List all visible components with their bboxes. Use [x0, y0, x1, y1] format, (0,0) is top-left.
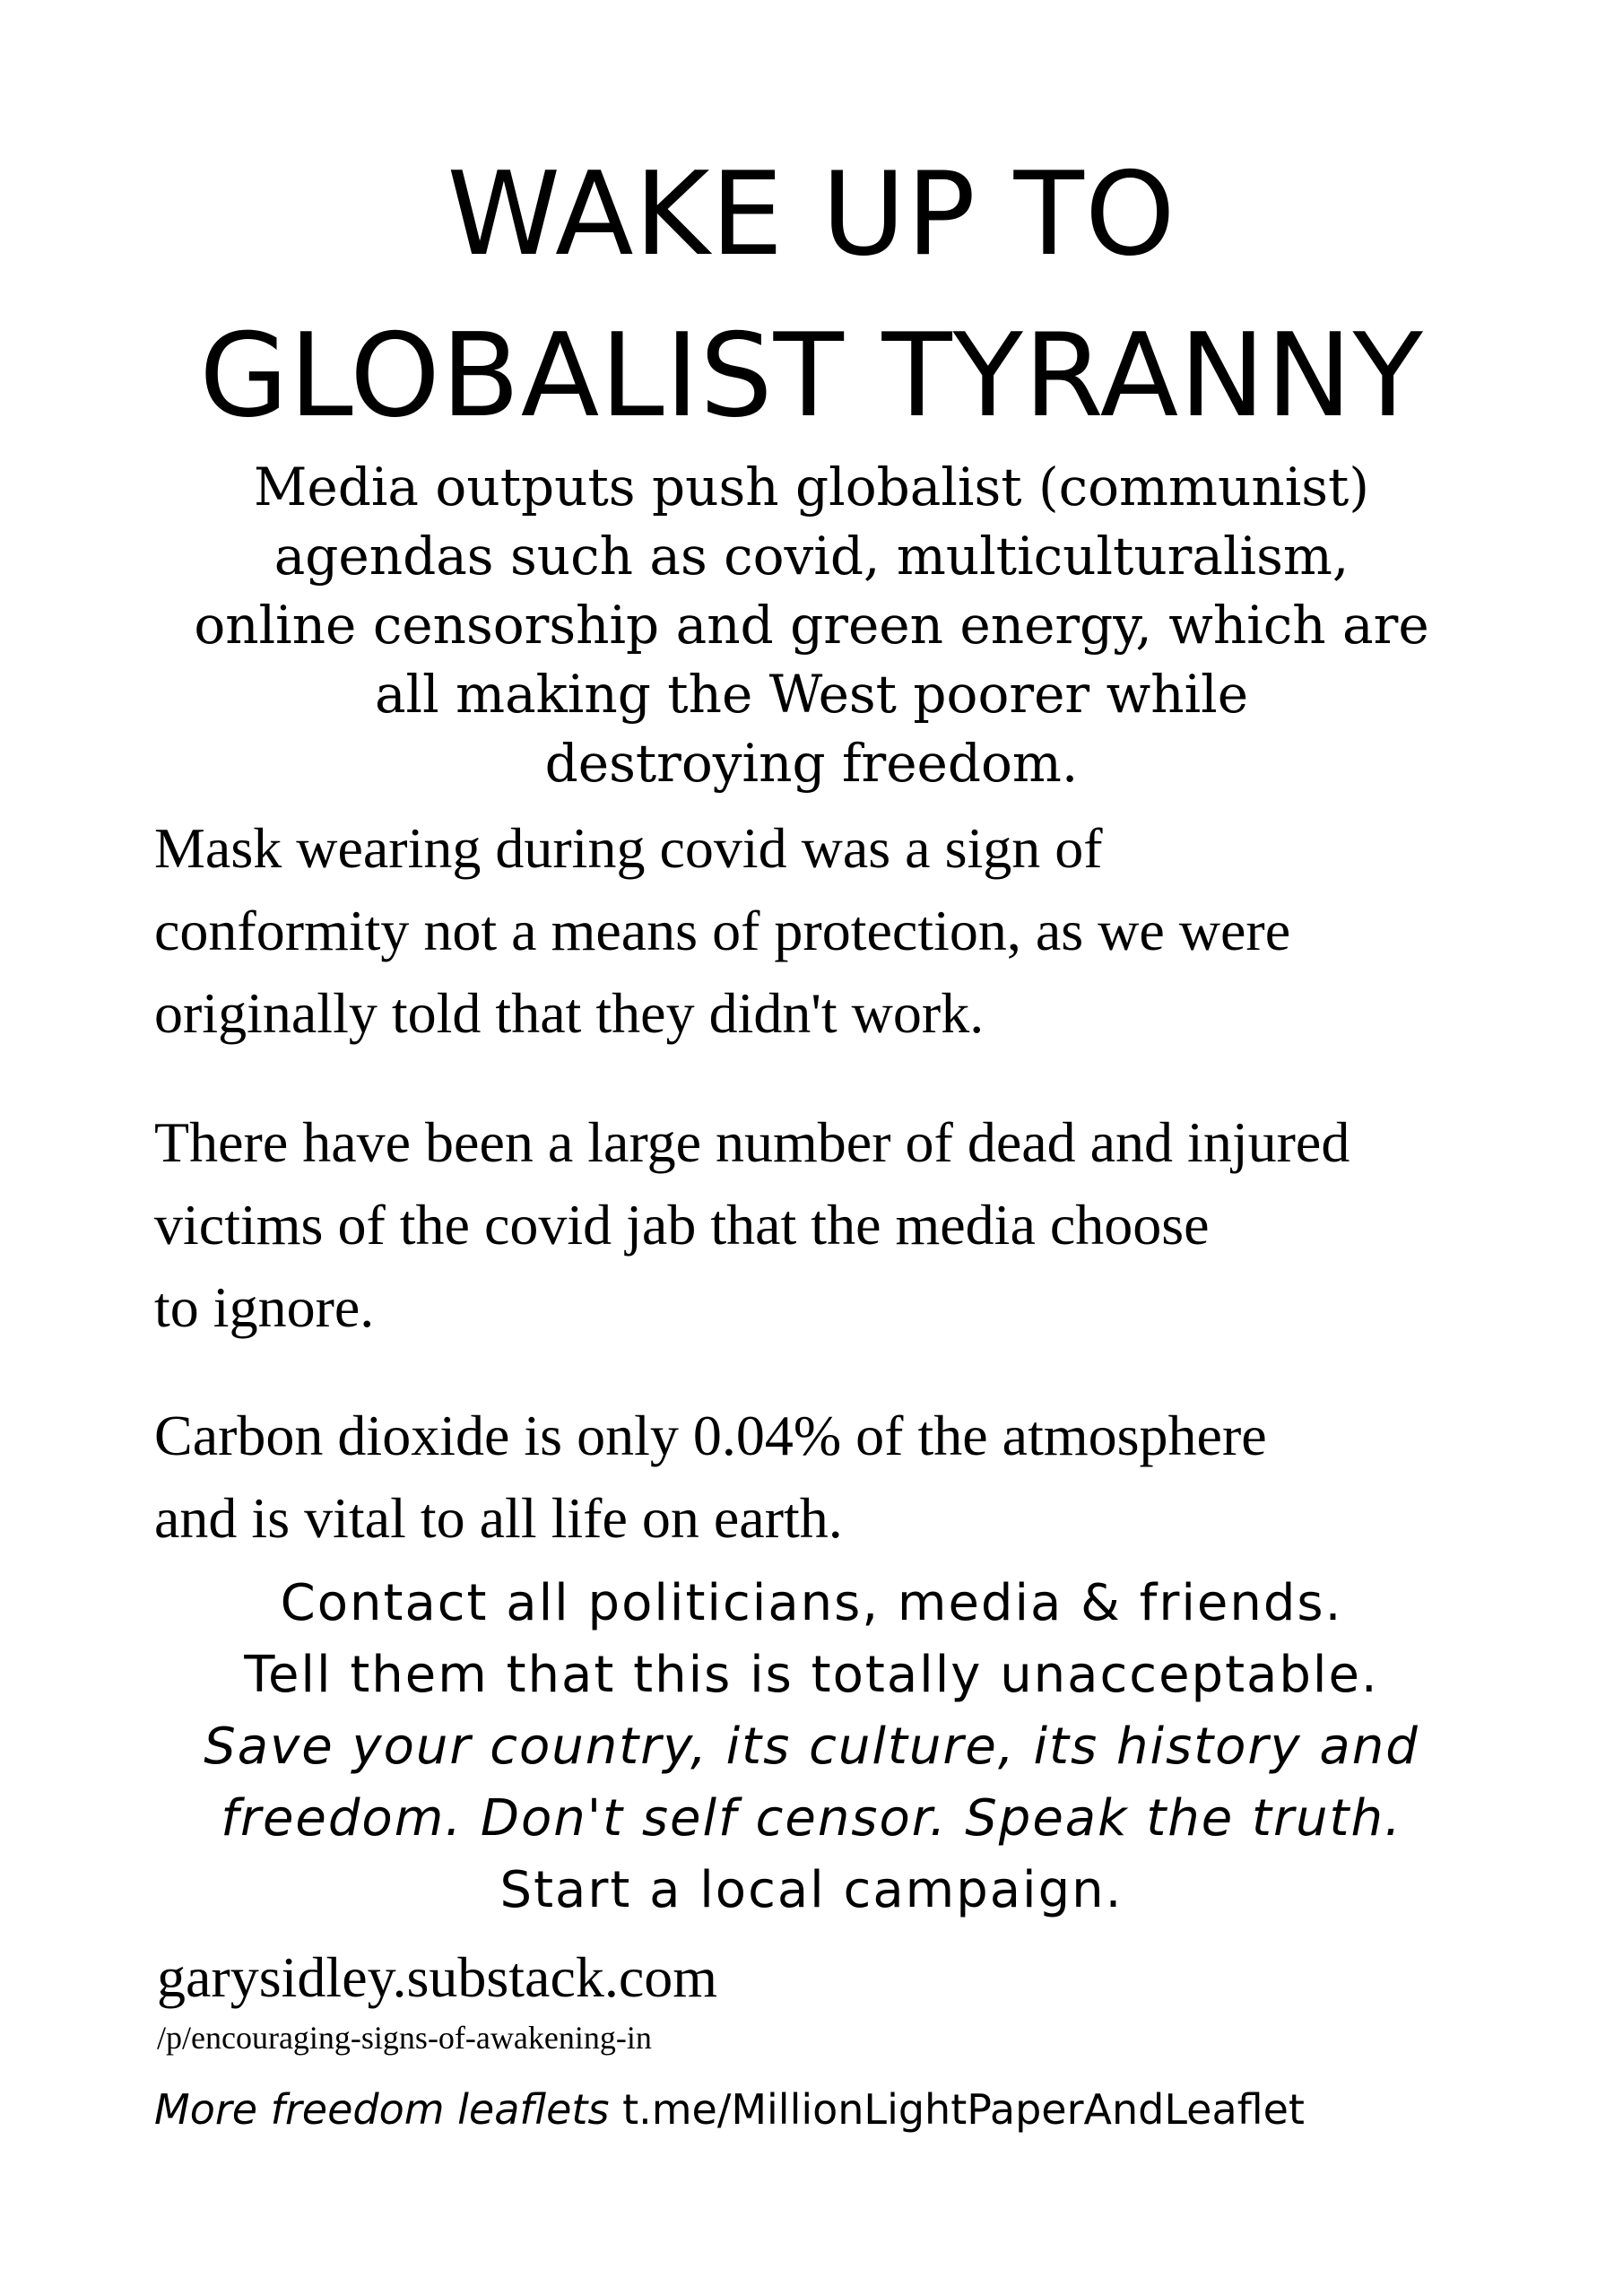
intro-line: agendas such as covid, multiculturalism, [273, 526, 1350, 587]
contact-line: Contact all politicians, media & friends. [280, 1574, 1343, 1632]
mask-line: Mask wearing during covid was a sign of [154, 816, 1103, 880]
jab-paragraph [154, 1101, 1535, 1349]
mask-line: originally told that they didn't work. [154, 981, 985, 1045]
more-leaflets-label: More freedom leaflets [154, 2085, 610, 2134]
contact-line-italic: Save your country, its culture, its history and [204, 1718, 1419, 1776]
co2-paragraph [154, 1395, 1535, 1560]
more-leaflets-line [154, 2081, 1305, 2138]
co2-line: and is vital to all life on earth. [154, 1486, 843, 1550]
contact-call-to-action [90, 1568, 1533, 1926]
jab-line: There have been a large number of dead and injured [154, 1110, 1350, 1174]
mask-line: conformity not a means of protection, as we were [154, 899, 1291, 962]
telegram-link[interactable]: t.me/MillionLightPaperAndLeaflet [622, 2085, 1305, 2134]
jab-line: to ignore. [154, 1275, 375, 1339]
co2-line: Carbon dioxide is only 0.04% of the atmosphere [154, 1404, 1267, 1467]
intro-line: all making the West poorer while [374, 664, 1249, 725]
jab-line: victims of the covid jab that the media choose [154, 1193, 1210, 1257]
contact-line-italic: freedom. Don't self censor. Speak the truth. [221, 1789, 1402, 1848]
source-domain-link[interactable]: garysidley.substack.com [157, 1945, 718, 2009]
contact-line: Start a local campaign. [499, 1861, 1124, 1919]
headline-line-2: GLOBALIST TYRANNY [199, 309, 1424, 443]
contact-line: Tell them that this is totally unacceptable. [244, 1646, 1379, 1704]
source-path-link[interactable]: /p/encouraging-signs-of-awakening-in [157, 2020, 652, 2056]
intro-line: online censorship and green energy, which are [194, 595, 1429, 656]
headline-line-1: WAKE UP TO [447, 148, 1176, 282]
intro-paragraph [135, 453, 1488, 798]
intro-line: destroying freedom. [544, 733, 1079, 794]
mask-paragraph [154, 807, 1535, 1055]
intro-line: Media outputs push globalist (communist) [254, 457, 1369, 517]
